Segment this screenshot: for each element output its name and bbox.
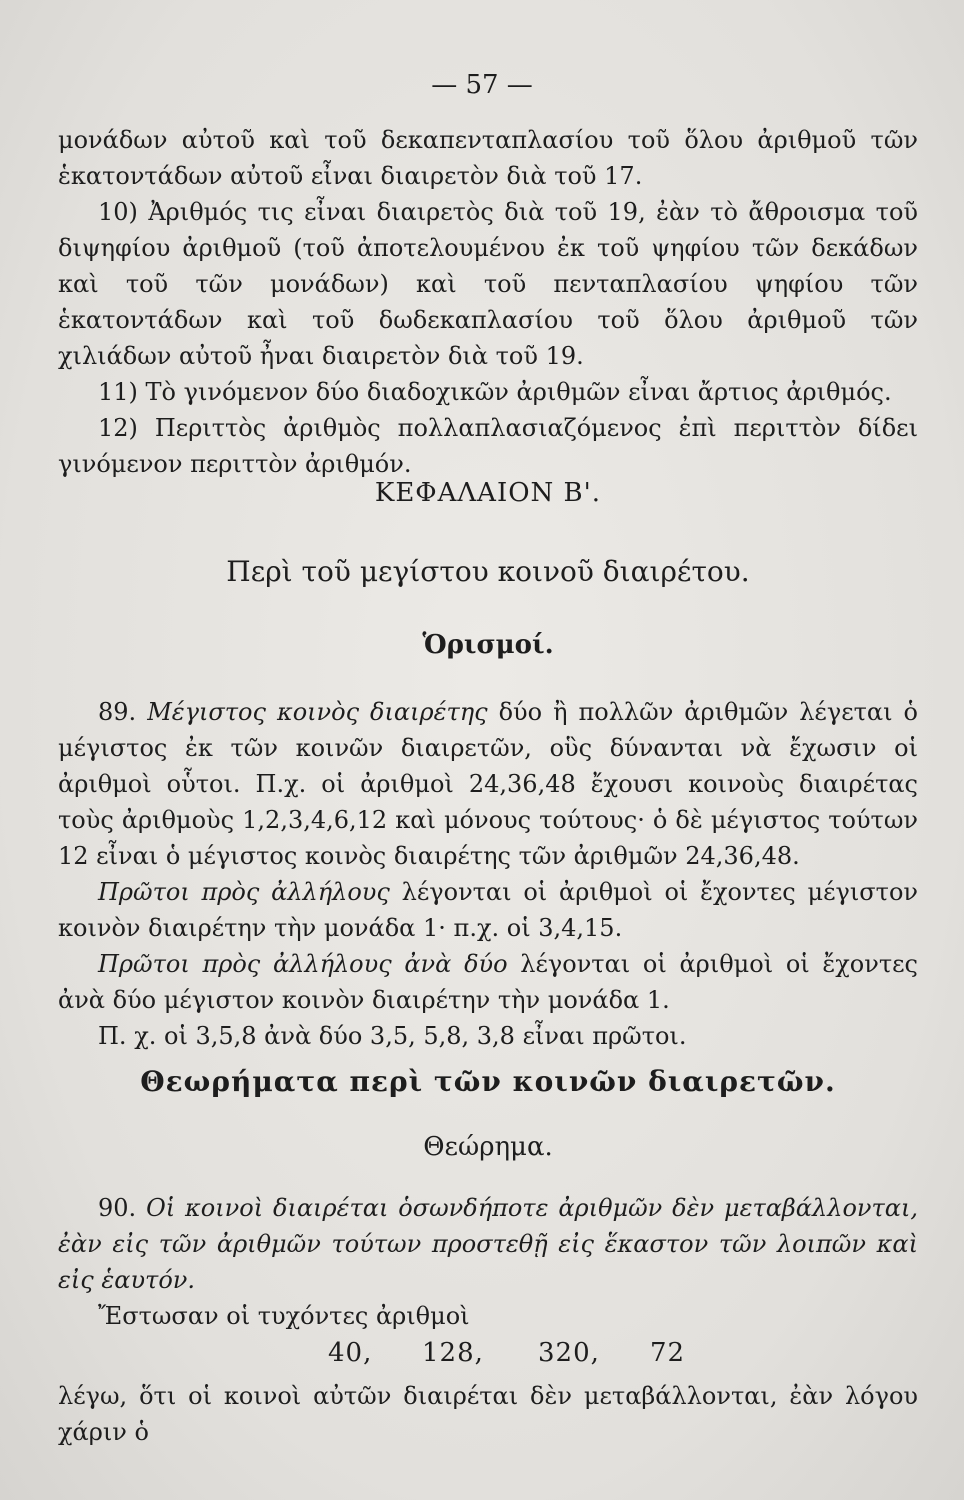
term-coprime: Πρῶτοι πρὸς ἀλλήλους xyxy=(98,878,390,906)
rule-12: 12) Περιττὸς ἀριθμὸς πολλαπλασιαζόμενος ἐπὶ περιττὸν δίδει γινόμενον περιττὸν ἀριθμόν. xyxy=(58,414,918,478)
section-90 xyxy=(58,1190,918,1450)
section-89 xyxy=(58,694,918,1054)
chapter-title: ΚΕΦΑΛΑΙΟΝ Β'. xyxy=(374,478,602,508)
definition-coprime xyxy=(58,874,918,946)
theorems-heading: Θεωρήματα περὶ τῶν κοινῶν διαιρετῶν. xyxy=(140,1065,836,1098)
statement-text: Οἱ κοινοὶ διαιρέται ὁσωνδήποτε ἀριθμῶν δὲν μεταβάλλονται, ἐὰν εἰς τῶν ἀριθμῶν τούτων προστεθῇ εἰς ἕκαστον τῶν λοιπῶν καὶ εἰς ἑαυτόν. xyxy=(58,1194,919,1294)
definition-text: δύο ἢ πολλῶν ἀριθμῶν λέγεται ὁ μέγιστος ἐκ τῶν κοινῶν διαιρετῶν, οὓς δύνανται νὰ ἔχωσιν οἱ ἀριθμοὶ οὗτοι. Π.χ. οἱ ἀριθμοὶ 24,36,48 ἔχουσι κοινοὺς διαιρέτας τοὺς ἀριθμοὺς 1,2,3,4,6,12 καὶ μόνους τούτους· ὁ δὲ μέγιστος τούτων 12 εἶναι ὁ μέγιστος κοινὸς διαιρέτης τῶν ἀριθμῶν 24,36,48. xyxy=(58,698,918,870)
term-gcd: Μέγιστος κοινὸς διαιρέτης xyxy=(147,698,488,726)
pairwise-text: λέγονται οἱ ἀριθμοὶ οἱ ἔχοντες ἀνὰ δύο μέγιστον κοινὸν διαιρέτην τὴν μονάδα 1. xyxy=(58,950,919,1014)
given-paragraph: Ἔστωσαν οἱ τυχόντες ἀριθμοὶ xyxy=(98,1302,470,1330)
page-number: — 57 — xyxy=(431,70,533,100)
rule-10: 10) Ἀριθμός τις εἶναι διαιρετὸς διὰ τοῦ 19, ἐὰν τὸ ἄθροισμα τοῦ διψηφίου ἀριθμοῦ (τοῦ ἀποτελουμένου ἐκ τοῦ ψηφίου τῶν δεκάδων καὶ τοῦ τῶν μονάδων) καὶ τοῦ πενταπλασίου ψηφίου τῶν ἑκατοντάδων καὶ τοῦ δωδεκαπλασίου τοῦ ὅλου ἀριθμοῦ τῶν χιλιάδων αὐτοῦ ἦναι διαιρετὸν διὰ τοῦ 19. xyxy=(58,198,918,370)
top-text xyxy=(58,122,918,482)
definition-pairwise-coprime xyxy=(58,946,918,1018)
rule-11: 11) Τὸ γινόμενον δύο διαδοχικῶν ἀριθμῶν εἶναι ἄρτιος ἀριθμός. xyxy=(98,378,892,406)
claim-paragraph: λέγω, ὅτι οἱ κοινοὶ αὐτῶν διαιρέται δὲν μεταβάλλονται, ἐὰν λόγου χάριν ὁ xyxy=(58,1382,918,1446)
chapter-subtitle: Περὶ τοῦ μεγίστου κοινοῦ διαιρέτου. xyxy=(226,555,750,588)
section-number-90: 90. xyxy=(98,1194,137,1222)
numbers-row xyxy=(58,1334,918,1378)
number-2: 128, xyxy=(422,1338,484,1368)
number-4: 72 xyxy=(650,1338,686,1368)
theorem-statement xyxy=(58,1190,918,1298)
continuation-paragraph: μονάδων αὐτοῦ καὶ τοῦ δεκαπενταπλασίου τοῦ ὅλου ἀριθμοῦ τῶν ἑκατοντάδων αὐτοῦ εἶναι διαιρετὸν διὰ τοῦ 17. xyxy=(58,126,918,190)
term-pairwise-coprime: Πρῶτοι πρὸς ἀλλήλους ἀνὰ δύο xyxy=(98,950,508,978)
definition-gcd xyxy=(58,694,918,874)
definitions-heading: Ὁρισμοί. xyxy=(422,630,554,660)
section-number: 89. xyxy=(98,698,137,726)
theorem-title: Θεώρημα. xyxy=(423,1132,553,1162)
coprime-text: λέγονται οἱ ἀριθμοὶ οἱ ἔχοντες μέγιστον κοινὸν διαιρέτην τὴν μονάδα 1· π.χ. οἱ 3,4,15. xyxy=(58,878,918,942)
number-3: 320, xyxy=(538,1338,600,1368)
number-1: 40, xyxy=(328,1338,373,1368)
example-paragraph: Π. χ. οἱ 3,5,8 ἀνὰ δύο 3,5, 5,8, 3,8 εἶναι πρῶτοι. xyxy=(98,1022,687,1050)
